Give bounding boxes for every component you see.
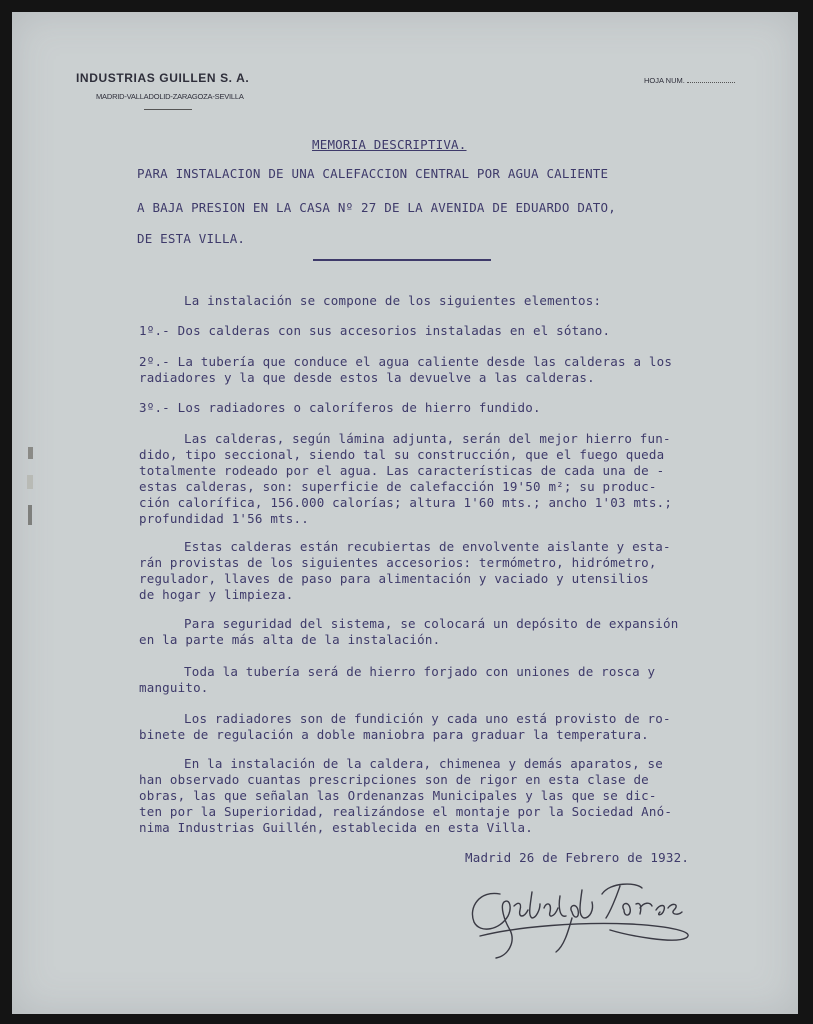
handwritten-signature	[460, 872, 700, 962]
letterhead-rule	[144, 109, 192, 110]
subtitle-line: PARA INSTALACION DE UNA CALEFACCION CENTRAL POR AGUA CALIENTE	[137, 166, 609, 181]
body-line: profundidad 1'56 mts..	[139, 511, 309, 526]
body-line: 3º.- Los radiadores o caloríferos de hierro fundido.	[139, 400, 541, 415]
subtitle-line: DE ESTA VILLA.	[137, 231, 246, 246]
body-line: radiadores y la que desde estos la devuelve a las calderas.	[139, 370, 595, 385]
body-line: 2º.- La tubería que conduce el agua caliente desde las calderas a los	[139, 354, 673, 369]
company-cities: MADRID-VALLADOLID-ZARAGOZA-SEVILLA	[96, 92, 244, 101]
body-line: rán provistas de los siguientes accesorios: termómetro, hidrómetro,	[139, 555, 657, 570]
body-line: 1º.- Dos calderas con sus accesorios instaladas en el sótano.	[139, 323, 611, 338]
body-line: Los radiadores son de fundición y cada uno está provisto de ro-	[184, 711, 671, 726]
sheet-number	[644, 76, 735, 85]
body-line: estas calderas, son: superficie de calefacción 19'50 m²; su produc-	[139, 479, 657, 494]
body-line: han observado cuantas prescripciones son de rigor en esta clase de	[139, 772, 649, 787]
body-line: Para seguridad del sistema, se colocará un depósito de expansión	[184, 616, 679, 631]
document-title: MEMORIA DESCRIPTIVA.	[312, 137, 467, 152]
body-line: regulador, llaves de paso para alimentación y vaciado y utensilios	[139, 571, 649, 586]
body-line: de hogar y limpieza.	[139, 587, 294, 602]
date-line: Madrid 26 de Febrero de 1932.	[465, 850, 690, 865]
scan-edge-mark	[26, 445, 36, 530]
body-line: ción calorífica, 156.000 calorías; altura 1'60 mts.; ancho 1'03 mts.;	[139, 495, 673, 510]
body-line: nima Industrias Guillén, establecida en esta Villa.	[139, 820, 534, 835]
subtitle-line: A BAJA PRESION EN LA CASA Nº 27 DE LA AVENIDA DE EDUARDO DATO,	[137, 200, 616, 215]
body-line: Toda la tubería será de hierro forjado con uniones de rosca y	[184, 664, 656, 679]
body-line: ten por la Superioridad, realizándose el montaje por la Sociedad Anó-	[139, 804, 673, 819]
body-line: binete de regulación a doble maniobra para graduar la temperatura.	[139, 727, 649, 742]
body-line: En la instalación de la caldera, chimenea y demás aparatos, se	[184, 756, 663, 771]
body-line: manguito.	[139, 680, 209, 695]
company-name: INDUSTRIAS GUILLEN S. A.	[76, 71, 250, 85]
body-line: Las calderas, según lámina adjunta, serán del mejor hierro fun-	[184, 431, 671, 446]
body-line: Estas calderas están recubiertas de envolvente aislante y esta-	[184, 539, 671, 554]
body-line: totalmente rodeado por el agua. Las características de cada una de -	[139, 463, 665, 478]
body-line: en la parte más alta de la instalación.	[139, 632, 441, 647]
body-line: dido, tipo seccional, siendo tal su construcción, que el fuego queda	[139, 447, 665, 462]
document-page	[12, 12, 798, 1014]
body-line: La instalación se compone de los siguientes elementos:	[184, 293, 602, 308]
sheet-number-blank	[687, 82, 735, 83]
sheet-label: HOJA NUM.	[644, 76, 685, 85]
title-divider	[313, 259, 491, 261]
body-line: obras, las que señalan las Ordenanzas Municipales y las que se dic-	[139, 788, 657, 803]
